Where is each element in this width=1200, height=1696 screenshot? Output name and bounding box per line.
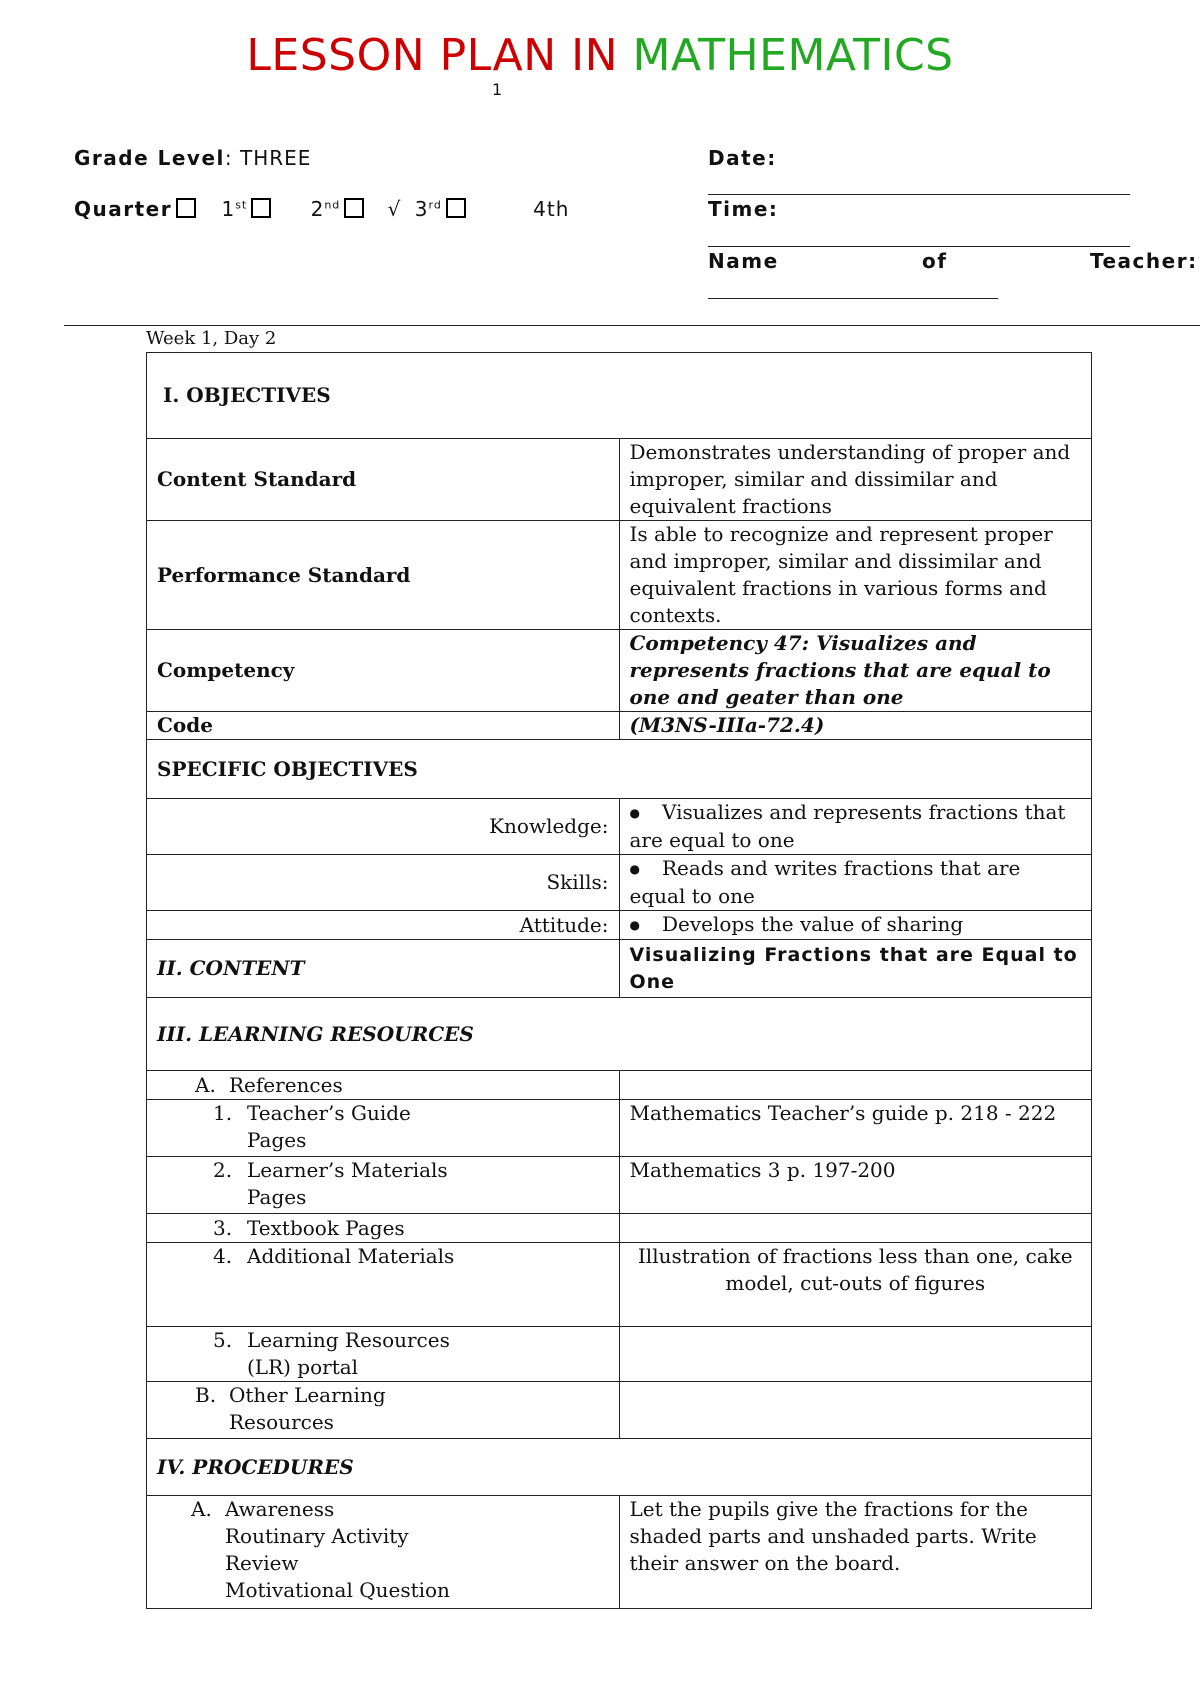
other-resources-label: B. Other Learning Resources <box>147 1382 620 1439</box>
date-label: Date: <box>708 146 777 170</box>
learners-materials-label: 2. Learner’s Materials Pages <box>147 1157 620 1214</box>
teacher-label: Teacher: <box>1090 249 1198 273</box>
code-value: (M3NS-IIIa-72.4) <box>619 712 1092 740</box>
quarter-4-checkbox[interactable] <box>446 198 466 218</box>
procedures-heading: IV. PROCEDURES <box>147 1439 1092 1496</box>
references-row <box>147 1071 1092 1100</box>
teacher-name-line <box>708 298 998 299</box>
learners-materials-row <box>147 1157 1092 1214</box>
quarter-3-checkbox[interactable] <box>344 198 364 218</box>
awareness-value: Let the pupils give the fractions for the shaded parts and unshaded parts. Write their answer on the board. <box>619 1496 1092 1609</box>
time-line <box>708 246 1130 247</box>
learners-materials-value: Mathematics 3 p. 197-200 <box>619 1157 1092 1214</box>
lr-portal-label: 5. Learning Resources (LR) portal <box>147 1327 620 1382</box>
header-divider <box>64 325 1200 326</box>
teacher-name-field[interactable] <box>708 249 1198 273</box>
quarter-label: Quarter <box>74 197 173 221</box>
competency-row <box>147 630 1092 712</box>
date-line <box>708 194 1130 195</box>
content-value: Visualizing Fractions that are Equal to One <box>619 940 1092 998</box>
teachers-guide-label: 1. Teacher’s Guide Pages <box>147 1100 620 1157</box>
time-field[interactable] <box>708 197 778 221</box>
quarter-row <box>74 197 569 221</box>
references-label: A. References <box>147 1071 620 1100</box>
competency-value: Competency 47: Visualizes and represents fractions that are equal to one and geater than one <box>619 630 1092 712</box>
quarter-3-label: 3rd <box>414 197 442 221</box>
objectives-heading-row <box>147 353 1092 439</box>
lr-portal-row <box>147 1327 1092 1382</box>
attitude-value: ● Develops the value of sharing <box>619 911 1092 940</box>
code-row <box>147 712 1092 740</box>
attitude-row <box>147 911 1092 940</box>
additional-materials-value: Illustration of fractions less than one, cake model, cut-outs of figures <box>619 1243 1092 1327</box>
content-standard-row <box>147 439 1092 521</box>
skills-value: ● Reads and writes fractions that are equal to one <box>619 855 1092 911</box>
title-green-part: MATHEMATICS <box>632 30 954 81</box>
knowledge-value: ● Visualizes and represents fractions that are equal to one <box>619 799 1092 855</box>
grade-level-row <box>74 146 311 170</box>
other-resources-value <box>619 1382 1092 1439</box>
title-red-part: LESSON PLAN IN <box>246 30 633 81</box>
code-label: Code <box>147 712 620 740</box>
textbook-pages-row <box>147 1214 1092 1243</box>
name-label: Name <box>708 249 779 273</box>
content-standard-label: Content Standard <box>147 439 620 521</box>
lr-portal-value <box>619 1327 1092 1382</box>
content-row <box>147 940 1092 998</box>
teachers-guide-value: Mathematics Teacher’s guide p. 218 - 222 <box>619 1100 1092 1157</box>
attitude-label: Attitude: <box>147 911 620 940</box>
skills-row <box>147 855 1092 911</box>
procedures-heading-row <box>147 1439 1092 1496</box>
textbook-pages-value <box>619 1214 1092 1243</box>
competency-label: Competency <box>147 630 620 712</box>
page-title <box>0 30 1200 81</box>
week-day-label: Week 1, Day 2 <box>146 328 277 349</box>
learning-resources-heading: III. LEARNING RESOURCES <box>147 998 1092 1071</box>
textbook-pages-label: 3. Textbook Pages <box>147 1214 620 1243</box>
content-standard-value: Demonstrates understanding of proper and improper, similar and dissimilar and equivalent fractions <box>619 439 1092 521</box>
time-label: Time: <box>708 197 779 221</box>
date-field[interactable] <box>708 146 777 170</box>
performance-standard-row <box>147 521 1092 630</box>
quarter-4-label: 4th <box>533 197 570 221</box>
additional-materials-row <box>147 1243 1092 1327</box>
content-heading: II. CONTENT <box>147 940 620 998</box>
quarter-1-checkbox[interactable] <box>176 198 196 218</box>
awareness-label: A. Awareness Routinary Activity Review Motivational Question <box>147 1496 620 1609</box>
teachers-guide-row <box>147 1100 1092 1157</box>
specific-objectives-row <box>147 740 1092 799</box>
page-number: 1 <box>492 80 503 99</box>
knowledge-label: Knowledge: <box>147 799 620 855</box>
performance-standard-label: Performance Standard <box>147 521 620 630</box>
specific-objectives-heading: SPECIFIC OBJECTIVES <box>147 740 1092 799</box>
quarter-3-check-mark: √ <box>387 197 402 221</box>
quarter-2-checkbox[interactable] <box>251 198 271 218</box>
learning-resources-row <box>147 998 1092 1071</box>
grade-level-value: : THREE <box>224 146 312 170</box>
grade-level-label: Grade Level <box>74 146 225 170</box>
of-label: of <box>922 249 948 273</box>
awareness-row <box>147 1496 1092 1609</box>
performance-standard-value: Is able to recognize and represent proper and improper, similar and dissimilar and equivalent fractions in various forms and contexts. <box>619 521 1092 630</box>
knowledge-row <box>147 799 1092 855</box>
other-resources-row <box>147 1382 1092 1439</box>
skills-label: Skills: <box>147 855 620 911</box>
additional-materials-label: 4. Additional Materials <box>147 1243 620 1327</box>
quarter-1-label: 1st <box>221 197 248 221</box>
quarter-2-label: 2nd <box>310 197 341 221</box>
lesson-plan-table <box>146 352 1092 1609</box>
references-value <box>619 1071 1092 1100</box>
objectives-heading: I. OBJECTIVES <box>147 353 1092 439</box>
